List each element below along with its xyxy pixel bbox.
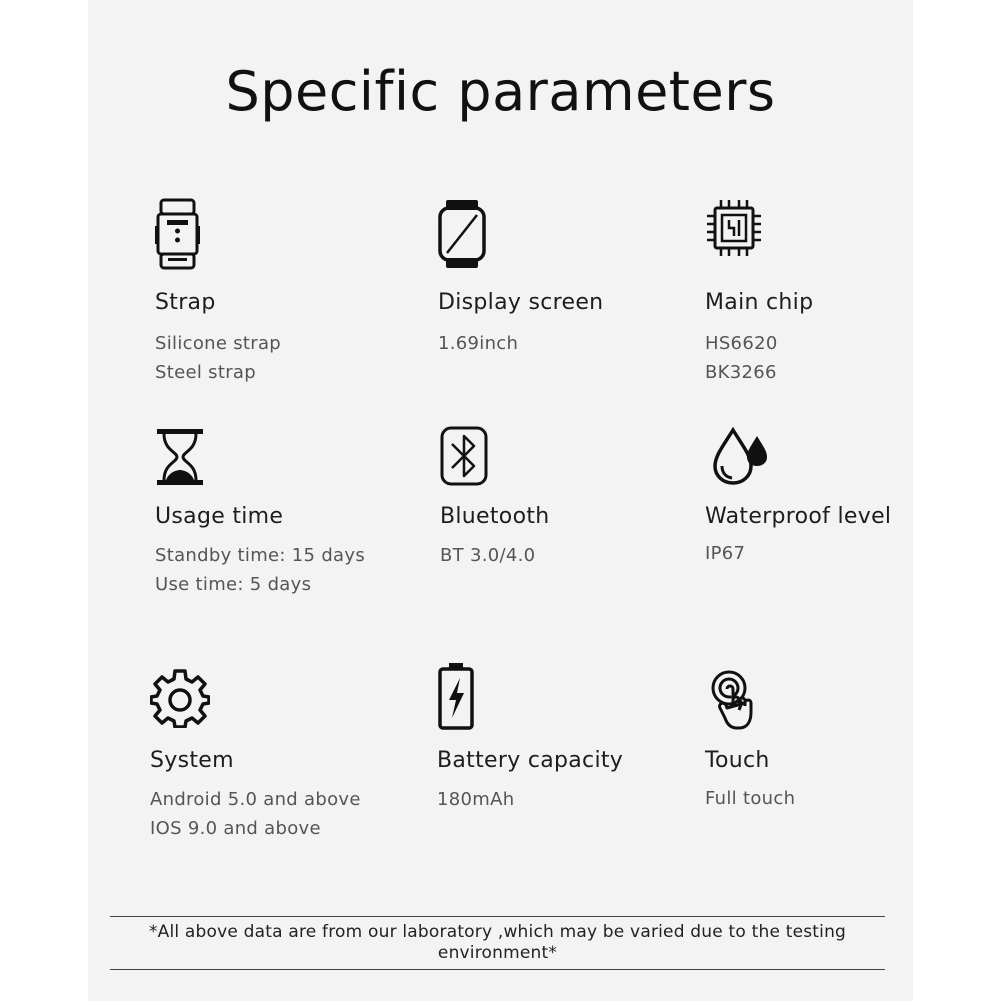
param-detail: IOS 9.0 and above: [150, 818, 321, 839]
battery-icon: [437, 662, 475, 730]
param-name: Bluetooth: [440, 504, 550, 529]
smartwatch-screen-icon: [438, 198, 486, 270]
param-detail: Use time: 5 days: [155, 574, 312, 595]
param-name: System: [150, 748, 234, 773]
param-detail: BT 3.0/4.0: [440, 545, 536, 566]
param-detail: IP67: [705, 543, 746, 564]
page-title: Specific parameters: [225, 60, 776, 123]
param-detail: BK3266: [705, 362, 777, 383]
param-name: Usage time: [155, 504, 284, 529]
param-name: Display screen: [438, 290, 604, 315]
param-detail: Silicone strap: [155, 333, 282, 354]
hourglass-icon: [155, 428, 205, 486]
water-drops-icon: [705, 426, 771, 486]
gear-icon: [150, 668, 210, 728]
param-detail: HS6620: [705, 333, 778, 354]
param-name: Waterproof level: [705, 504, 892, 529]
param-name: Strap: [155, 290, 216, 315]
background-panel: [88, 0, 913, 1001]
param-name: Touch: [705, 748, 770, 773]
disclaimer-note: [110, 916, 885, 970]
param-name: Battery capacity: [437, 748, 624, 773]
chip-icon: [705, 198, 763, 258]
param-detail: Standby time: 15 days: [155, 545, 366, 566]
param-name: Main chip: [705, 290, 814, 315]
param-detail: Steel strap: [155, 362, 256, 383]
bluetooth-icon: [440, 426, 488, 486]
param-detail: Android 5.0 and above: [150, 789, 361, 810]
watch-strap-icon: [155, 198, 200, 270]
disclaimer-text: *All above data are from our laboratory ,which may be varied due to the testing environment*: [148, 922, 847, 963]
param-detail: 180mAh: [437, 789, 515, 810]
touch-hand-icon: [705, 668, 781, 732]
param-detail: 1.69inch: [438, 333, 519, 354]
param-detail: Full touch: [705, 788, 796, 809]
